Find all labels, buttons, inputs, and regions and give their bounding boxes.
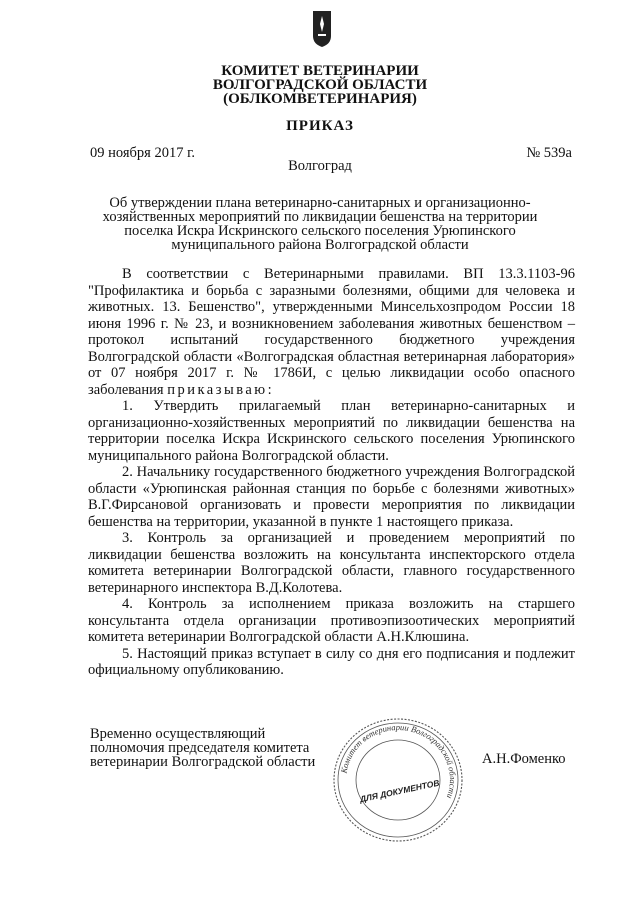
document-date: 09 ноября 2017 г. bbox=[90, 145, 196, 161]
document-city: Волгоград bbox=[288, 158, 352, 174]
signatory-position-line-3: ветеринарии Волгоградской области bbox=[90, 754, 316, 770]
committee-line-1: КОМИТЕТ ВЕТЕРИНАРИИ bbox=[221, 63, 419, 79]
preamble-text: В соответствии с Ветеринарными правилами. ВП 13.3.1103-96 "Профилактика и борьба с заразными болезнями, общими для человека и животных. 13. Бешенство", утвержденными Минсельхозпродом России 18 июня 1996 г. № 23, и возникновением заболевания животных бешенством – протокол испытаний государственного бюджетного учреждения Волгоградской области «Волгоградская областная ветеринарная лаборатория» от 07 ноября 2017 г. № 1786И, с целью ликвидации особо опасного заболевания bbox=[88, 266, 575, 398]
committee-line-2: ВОЛГОГРАДСКОЙ ОБЛАСТИ bbox=[212, 77, 428, 93]
order-item-3: 3. Контроль за организацией и проведением мероприятий по ликвидации бешенства возложить на консультанта инспекторского отдела комитета ветеринарии Волгоградской области, главного государственного ветеринарного инспектора В.Д.Колотева. bbox=[88, 530, 575, 596]
committee-line-3: (ОБЛКОМВЕТЕРИНАРИЯ) bbox=[223, 91, 417, 107]
signatory-position-line-1: Временно осуществляющий bbox=[90, 726, 266, 742]
document-body bbox=[88, 266, 575, 679]
document-number: № 539а bbox=[526, 145, 572, 161]
order-item-4: 4. Контроль за исполнением приказа возложить на старшего консультанта отдела организации противоэпизоотических мероприятий комитета ветеринарии Волгоградской области А.Н.Клюшина. bbox=[88, 596, 575, 645]
document-type: ПРИКАЗ bbox=[286, 118, 354, 134]
order-item-1: 1. Утвердить прилагаемый план ветеринарно-санитарных и организационно-хозяйственных мероприятий по ликвидации бешенства на территории поселка Искра Искринского сельского поселения Урюпинского муниципального района Волгоградской области. bbox=[88, 398, 575, 464]
stamp-ring-text: Комитет ветеринарии Волгоградской области bbox=[338, 721, 459, 800]
document-subject: Об утверждении плана ветеринарно-санитарных и организационно-хозяйственных мероприятий по ликвидации бешенства на территории поселка Искра Искринского сельского поселения Урюпинского муниципального района Волгоградской области bbox=[102, 195, 538, 253]
signatory-name: А.Н.Фоменко bbox=[482, 751, 566, 767]
coat-of-arms-icon bbox=[312, 10, 332, 48]
order-item-5: 5. Настоящий приказ вступает в силу со дня его подписания и подлежит официальному опубликованию. bbox=[88, 645, 575, 678]
committee-name bbox=[0, 64, 640, 106]
order-word: приказываю: bbox=[167, 381, 275, 398]
preamble-paragraph bbox=[88, 266, 575, 398]
signatory-position-line-2: полномочия председателя комитета bbox=[90, 740, 310, 756]
signatory-position bbox=[90, 727, 350, 769]
official-stamp bbox=[331, 716, 465, 844]
order-item-2: 2. Начальнику государственного бюджетного учреждения Волгоградской области «Урюпинская районная станция по борьбе с болезнями животных» В.Г.Фирсановой организовать и провести мероприятия по ликвидации бешенства на территории, указанной в пункте 1 настоящего приказа. bbox=[88, 464, 575, 530]
stamp-center-text: ДЛЯ ДОКУМЕНТОВ bbox=[358, 777, 441, 805]
